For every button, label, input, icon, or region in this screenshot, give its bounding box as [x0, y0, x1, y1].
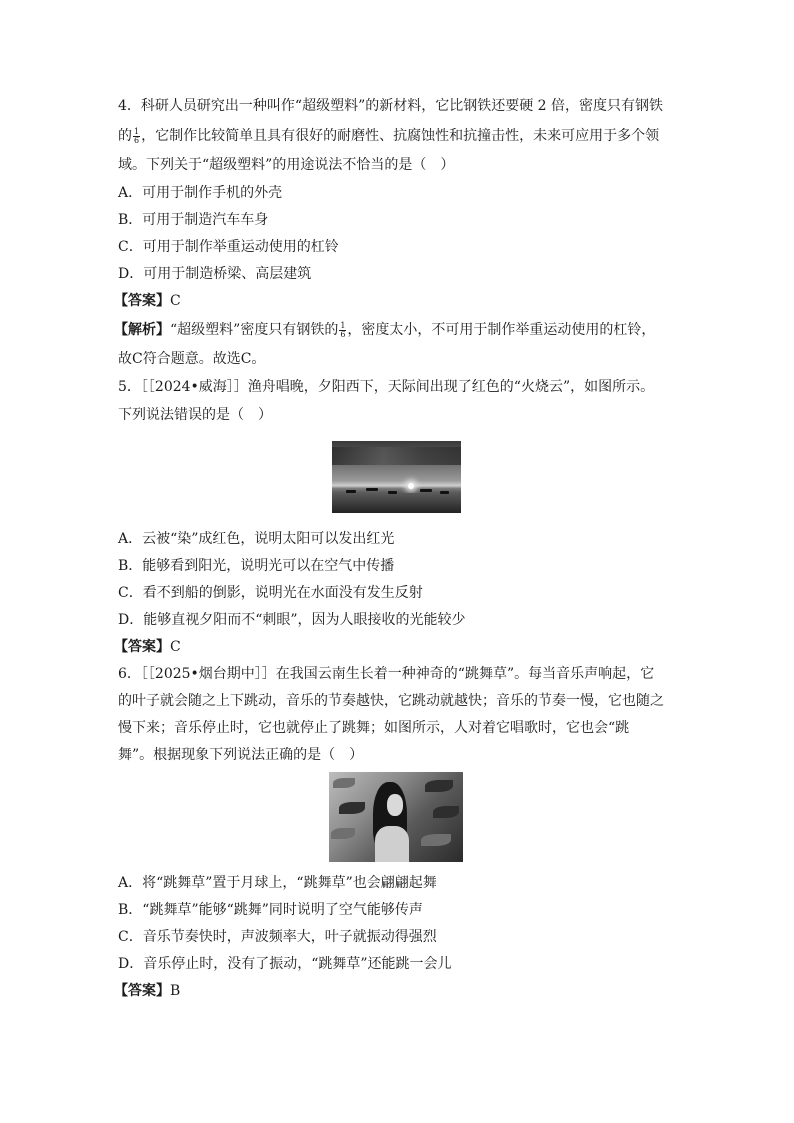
- q5-option-b: B．能够看到阳光，说明光可以在空气中传播: [118, 558, 395, 574]
- q6-stem-line-4: 舞”。根据现象下列说法正确的是（ ）: [118, 747, 364, 763]
- q5-option-d: D．能够直视夕阳而不“刺眼”，因为人眼接收的光能较少: [118, 612, 466, 628]
- q6-option-c: C．音乐节奏快时，声波频率大，叶子就振动得强烈: [118, 929, 437, 945]
- q4-option-c: C．可用于制作举重运动使用的杠铃: [118, 239, 339, 255]
- q6-option-d: D．音乐停止时，没有了振动，“跳舞草”还能跳一会儿: [118, 956, 452, 972]
- q5-option-a: A．云被“染”成红色，说明太阳可以发出红光: [118, 531, 395, 547]
- q5-stem-line-2: 下列说法错误的是（ ）: [118, 407, 272, 423]
- q6-stem-line-2: 的叶子就会随之上下跳动，音乐的节奏越快，它跳动就越快；音乐的节奏一慢，它也随之: [118, 693, 664, 709]
- q5-option-c: C．看不到船的倒影，说明光在水面没有发生反射: [118, 585, 423, 601]
- q4-option-b: B．可用于制造汽车车身: [118, 212, 269, 228]
- q6-stem-line-3: 慢下来；音乐停止时，它也就停止了跳舞；如图所示，人对着它唱歌时，它也会“跳: [118, 720, 630, 736]
- q4-stem-line-1: 4．科研人员研究出一种叫作“超级塑料”的新材料，它比钢铁还要硬 2 倍，密度只有钢铁: [118, 98, 664, 114]
- sunset-boats-photo: [332, 441, 461, 513]
- q4-option-a: A．可用于制作手机的外壳: [118, 185, 283, 201]
- fraction-one-sixth: $\frac{1}{6}$: [134, 126, 140, 145]
- q6-option-b: B．“跳舞草”能够“跳舞”同时说明了空气能够传声: [118, 902, 423, 918]
- q6-option-a: A．将“跳舞草”置于月球上，“跳舞草”也会翩翩起舞: [118, 875, 437, 891]
- q5-stem-line-1: 5．［［2024•威海］］渔舟唱晚，夕阳西下，天际间出现了红色的“火烧云”，如图所示。: [118, 379, 655, 395]
- q4-answer: 【答案】C: [114, 293, 181, 309]
- q5-answer: 【答案】C: [114, 639, 181, 655]
- q4-stem-line-2: 的 $\frac{1}{6}$ ，它制作比较简单且具有很好的耐磨性、抗腐蚀性和抗撞击性，未来可应用于多个领: [118, 126, 660, 145]
- q4-option-d: D．可用于制造桥梁、高层建筑: [118, 266, 312, 282]
- q6-stem-line-1: 6．［［2025•烟台期中］］在我国云南生长着一种神奇的“跳舞草”。每当音乐声响起，它: [118, 666, 655, 682]
- dancing-grass-photo: [329, 772, 463, 862]
- q4-stem-line-3: 域。下列关于“超级塑料”的用途说法不恰当的是（ ）: [118, 157, 455, 173]
- fraction-one-sixth: $\frac{1}{6}$: [340, 320, 346, 339]
- q4-analysis-line-2: 故C符合题意。故选C。: [118, 351, 266, 367]
- q6-answer: 【答案】B: [114, 983, 181, 999]
- q4-analysis-line-1: 【解析】“超级塑料”密度只有钢铁的 $\frac{1}{6}$ ，密度太小，不可用于制作举重运动使用的杠铃，: [114, 320, 656, 339]
